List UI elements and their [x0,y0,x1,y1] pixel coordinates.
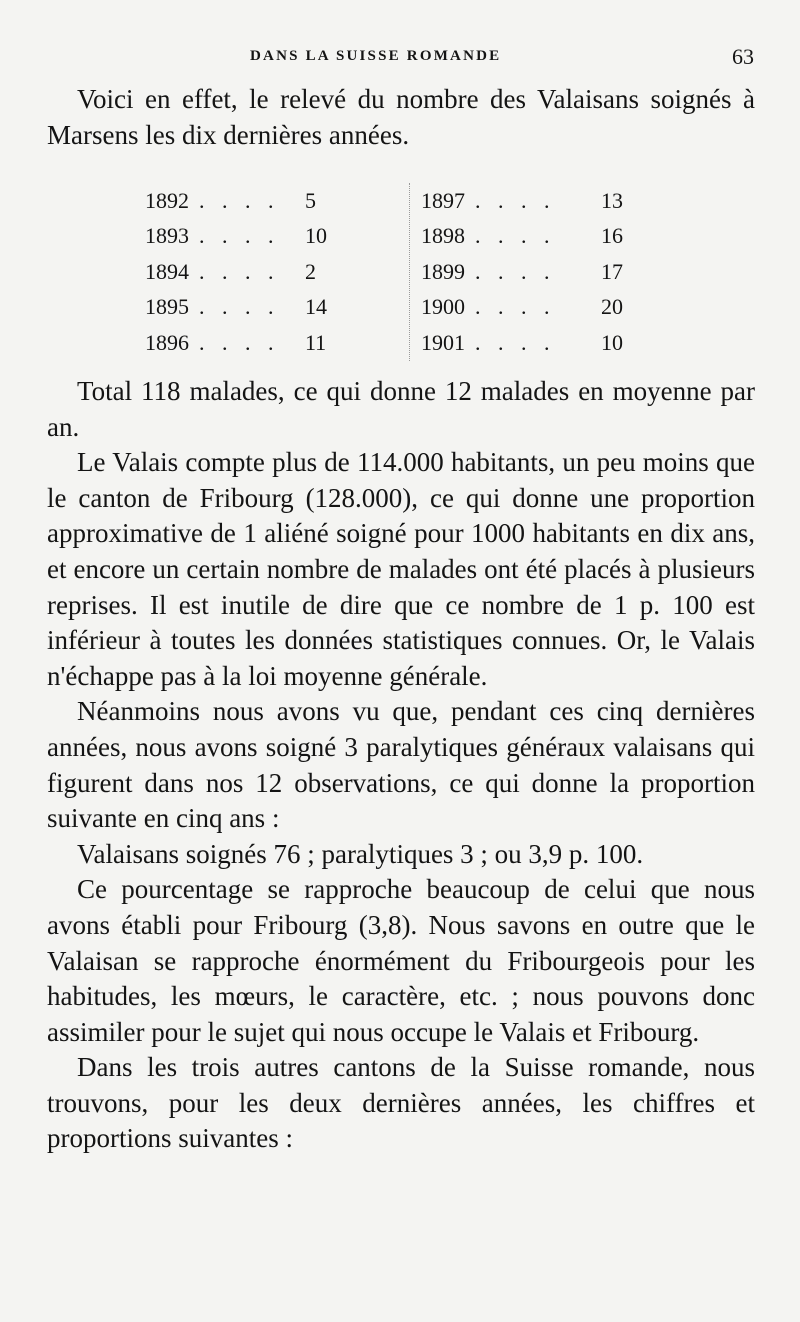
table-divider [409,183,410,361]
leader-dots: . . . . [475,188,556,213]
table-row [421,183,671,218]
year-cell: 1893 [145,223,189,249]
running-head [0,44,800,74]
table-column-right [421,183,671,360]
table-column-left [145,183,395,360]
paragraph-other-cantons: Dans les trois autres cantons de la Suisse romande, nous trouvons, pour les deux dernières années, les chiffres et proportions suivantes : [47,1052,755,1154]
year-cell: 1899 [421,258,465,284]
intro-block [47,82,755,153]
yearly-count-table [145,183,665,363]
year-cell: 1897 [421,188,465,213]
count-cell: 20 [601,294,623,320]
year-cell: 1895 [145,294,189,320]
leader-dots: . . . . [199,188,280,213]
table-row [145,325,395,360]
year-cell: 1894 [145,258,189,284]
count-cell: 17 [601,258,623,284]
count-cell: 5 [305,188,316,213]
leader-dots: . . . . [199,329,280,355]
table-row [145,254,395,289]
count-cell: 2 [305,258,316,284]
main-text [47,374,755,1157]
table-row [421,254,671,289]
running-title: DANS LA SUISSE ROMANDE [250,48,502,64]
paragraph-population: Le Valais compte plus de 114.000 habitants, un peu moins que le canton de Fribourg (128.000), ce qui donne une proportion approximative de 1 aliéné soigné pour 1000 habitants en dix ans, et encore un certain nombre de malades ont été placés à plusieurs reprises. Il est inutile de dire que ce nombre de 1 p. 100 est inférieur à toutes les données statistiques connues. Or, le Valais n'échappe pas à la loi moyenne générale. [47,447,755,691]
page-number: 63 [732,44,754,69]
leader-dots: . . . . [475,223,556,249]
table-row [145,289,395,324]
table-row [421,218,671,253]
table-row [421,289,671,324]
year-cell: 1896 [145,329,189,355]
count-cell: 10 [601,329,623,355]
year-cell: 1901 [421,329,465,355]
year-cell: 1898 [421,223,465,249]
count-cell: 14 [305,294,327,320]
count-cell: 16 [601,223,623,249]
leader-dots: . . . . [199,223,280,249]
leader-dots: . . . . [475,329,556,355]
year-cell: 1900 [421,294,465,320]
count-cell: 11 [305,329,327,355]
leader-dots: . . . . [199,294,280,320]
paragraph-total: Total 118 malades, ce qui donne 12 malades en moyenne par an. [47,376,755,442]
paragraph-paralytics: Néanmoins nous avons vu que, pendant ces cinq dernières années, nous avons soigné 3 paralytiques généraux valaisans qui figurent dans nos 12 observations, ce qui donne la proportion suivante en cinq ans : [47,696,755,834]
table-row [145,183,395,218]
year-cell: 1892 [145,188,189,213]
count-cell: 13 [601,188,623,213]
intro-paragraph: Voici en effet, le relevé du nombre des Valaisans soignés à Marsens les dix dernières années. [47,84,755,150]
leader-dots: . . . . [199,258,280,284]
count-cell: 10 [305,223,327,249]
paragraph-ratio: Valaisans soignés 76 ; paralytiques 3 ; ou 3,9 p. 100. [77,838,644,869]
table-row [145,218,395,253]
leader-dots: . . . . [475,258,556,284]
table-row [421,325,671,360]
leader-dots: . . . . [475,294,556,320]
paragraph-comparison: Ce pourcentage se rapproche beaucoup de celui que nous avons établi pour Fribourg (3,8). Nous savons en outre que le Valaisan se rapproche énormément du Fribourgeois pour les habitudes, les mœurs, le caractère, etc. ; nous pouvons donc assimiler pour le sujet qui nous occupe le Valais et Fribourg. [47,874,755,1047]
